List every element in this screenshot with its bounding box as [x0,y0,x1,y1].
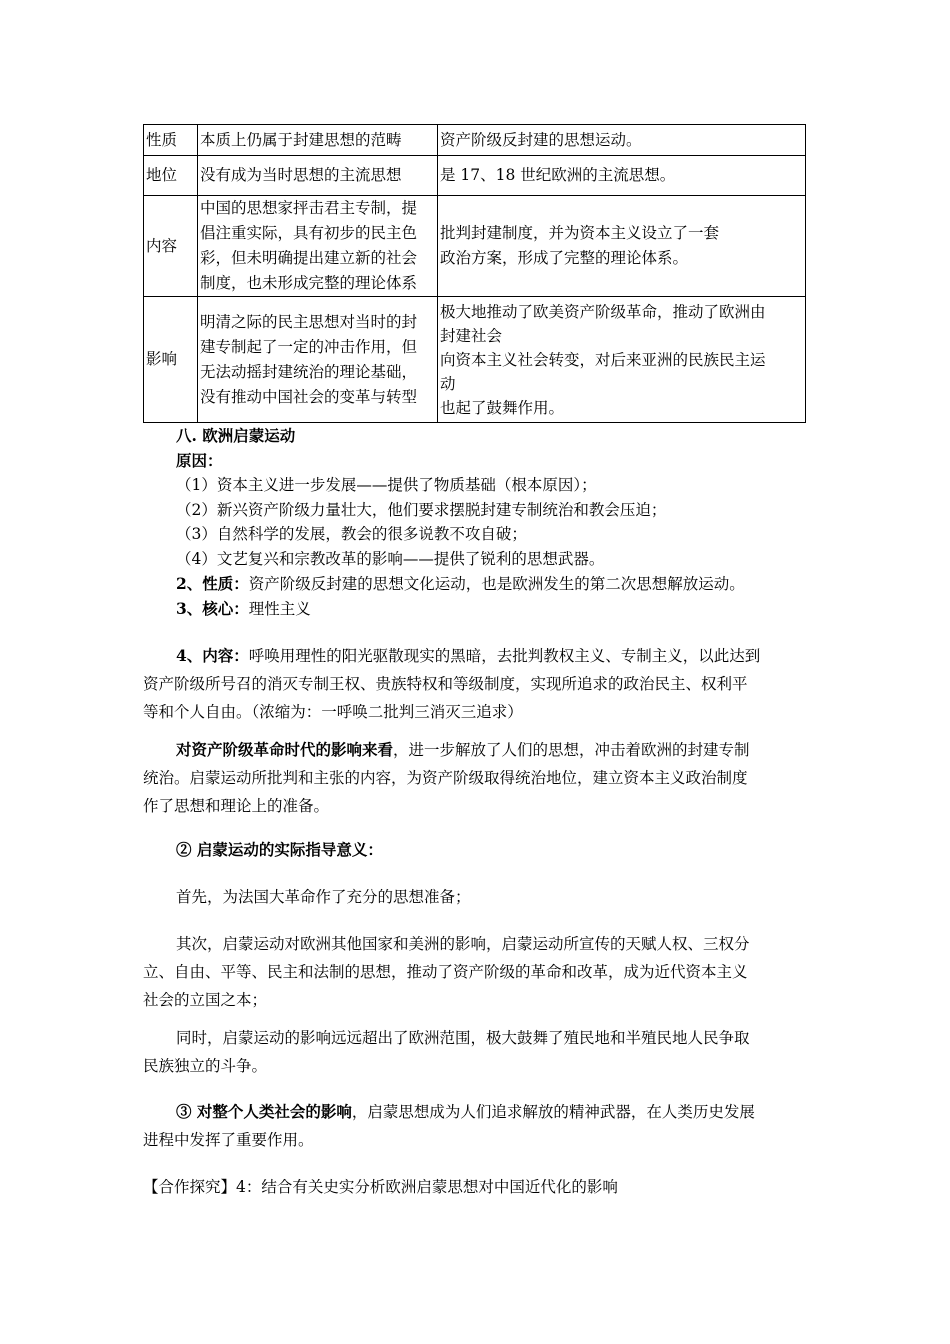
cause-item: （3）自然科学的发展，教会的很多说教不攻自破； [176,525,527,543]
guidance-title: ② 启蒙运动的实际指导意义： [176,840,383,859]
section-title: 八. 欧洲启蒙运动 [176,426,296,445]
nature-text: 资产阶级反封建的思想文化运动，也是欧洲发生的第二次思想解放运动。 [248,575,745,593]
europe-cell: 是 17、18 世纪欧洲的主流思想。 [438,156,806,196]
core-label: 3、核心： [176,599,249,618]
content-label: 4、内容： [176,646,249,665]
core-line [176,599,311,619]
meanwhile-paragraph: 同时，启蒙运动的影响远远超出了欧洲范围，极大鼓舞了殖民地和半殖民地人民争取 民族独立的斗争。 [143,1029,750,1075]
europe-cell: 资产阶级反封建的思想运动。 [438,125,806,156]
core-text: 理性主义 [248,600,311,618]
china-cell: 中国的思想家抨击君主专制，提 倡注重实际，具有初步的民主色 彩，但未明确提出建立新的社会 制度，也未形成完整的理论体系 [198,196,438,297]
content-paragraph: 4、内容：呼唤用理性的阳光驱散现实的黑暗，去批判教权主义、专制主义，以此达到 资产阶级所号召的消灭专制王权、贵族特权和等级制度，实现所追求的政治民主、权利平 等和个人自由。（浓缩为：一呼唤二批判三消灭三追求） [143,646,761,721]
table-row [144,297,806,423]
row-label: 内容 [144,196,198,297]
comparison-table [143,124,806,423]
china-cell: 没有成为当时思想的主流思想 [198,156,438,196]
cause-item: （2）新兴资产阶级力量壮大，他们要求摆脱封建专制统治和教会压迫； [176,501,667,519]
china-cell: 明清之际的民主思想对当时的封 建专制起了一定的冲击作用，但 无法动摇封建统治的理论基础， 没有推动中国社会的变革与转型 [198,297,438,423]
cause-item: （4）文艺复兴和宗教改革的影响——提供了锐利的思想武器。 [176,550,605,568]
table-row [144,125,806,156]
impact-paragraph: 对资产阶级革命时代的影响来看，进一步解放了人们的思想，冲击着欧洲的封建专制 统治。启蒙运动所批判和主张的内容，为资产阶级取得统治地位，建立资本主义政治制度 作了思想和理论上的准备。 [143,740,750,815]
table-row [144,156,806,196]
china-cell: 本质上仍属于封建思想的范畴 [198,125,438,156]
impact-bold: 对资产阶级革命时代的影响来看 [176,740,394,759]
row-label: 影响 [144,297,198,423]
nature-line [176,574,745,594]
first-line: 首先，为法国大革命作了充分的思想准备； [176,888,471,906]
row-label: 地位 [144,156,198,196]
cause-item: （1）资本主义进一步发展——提供了物质基础（根本原因）； [176,476,597,494]
human-bold: ③ 对整个人类社会的影响 [176,1102,352,1121]
table-row [144,196,806,297]
europe-cell: 批判封建制度，并为资本主义设立了一套 政治方案，形成了完整的理论体系。 [438,196,806,297]
causes-label: 原因： [176,451,223,470]
europe-cell: 极大地推动了欧美资产阶级革命，推动了欧洲由 封建社会 向资本主义社会转变，对后来亚洲的民族民主运 动 也起了鼓舞作用。 [438,297,806,423]
human-paragraph: ③ 对整个人类社会的影响，启蒙思想成为人们追求解放的精神武器，在人类历史发展 进程中发挥了重要作用。 [143,1102,755,1149]
second-paragraph: 其次，启蒙运动对欧洲其他国家和美洲的影响，启蒙运动所宣传的天赋人权、三权分 立、自由、平等、民主和法制的思想，推动了资产阶级的革命和改革，成为近代资本主义 社会的立国之本； [143,935,750,1009]
row-label: 性质 [144,125,198,156]
nature-label: 2、性质： [176,574,249,593]
cooperative-inquiry: 【合作探究】4：结合有关史实分析欧洲启蒙思想对中国近代化的影响 [143,1178,618,1196]
